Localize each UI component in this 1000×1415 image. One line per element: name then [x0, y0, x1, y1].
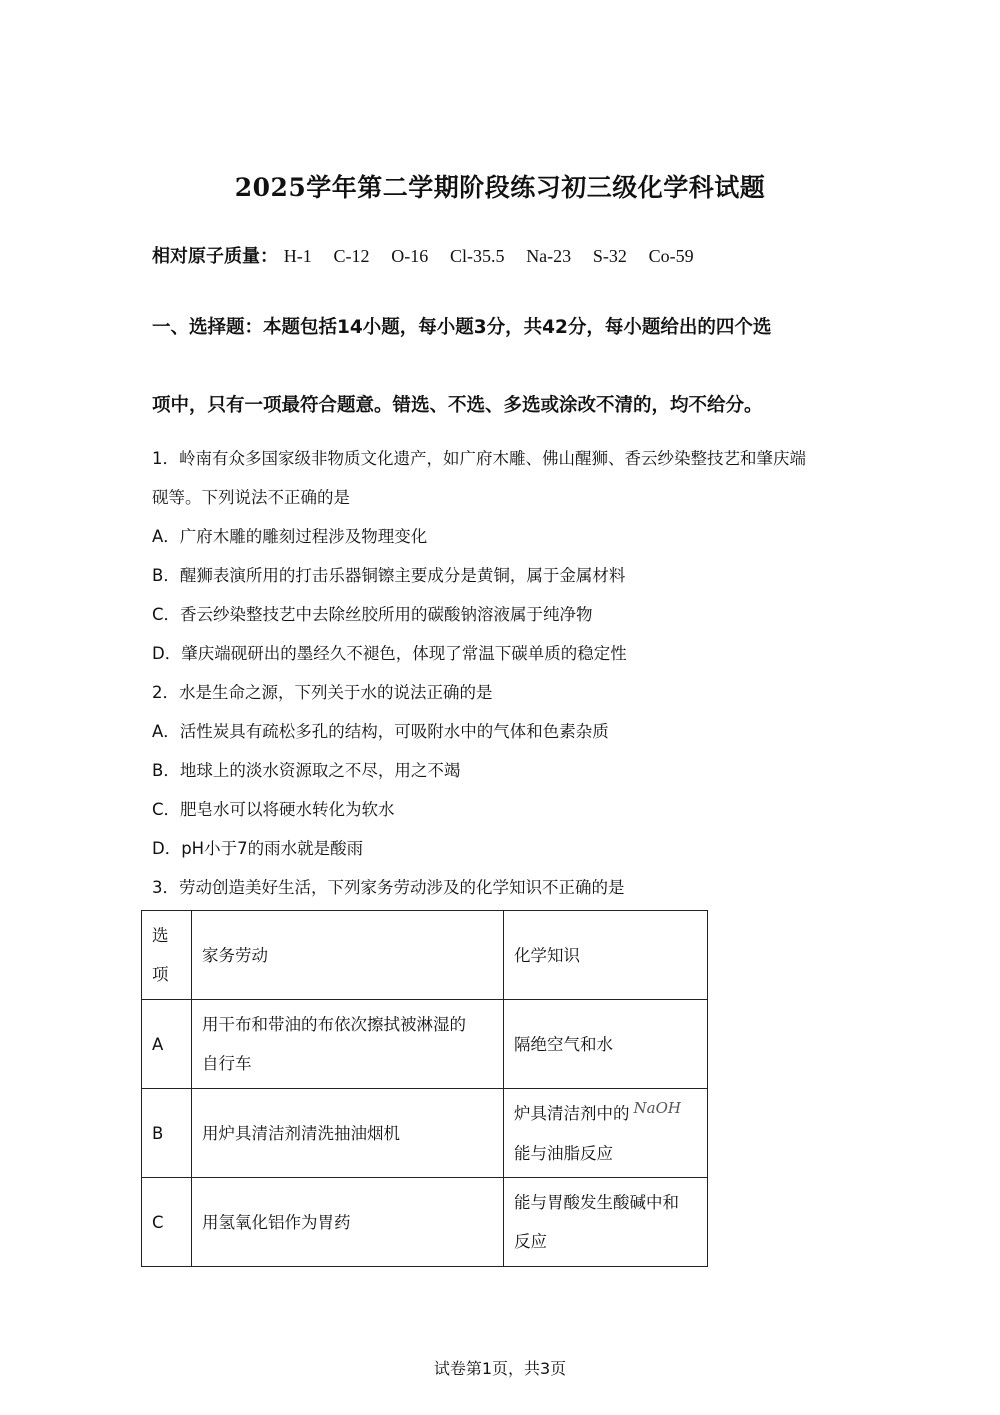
- question-3-table: [141, 910, 708, 1267]
- header-labor-cell: 家务劳动: [192, 911, 504, 1000]
- question-2-option-d: D．pH小于7的雨水就是酸雨: [152, 839, 364, 858]
- question-3-stem: 3．劳动创造美好生活，下列家务劳动涉及的化学知识不正确的是: [152, 878, 625, 897]
- question-1-option-b: B．醒狮表演所用的打击乐器铜镲主要成分是黄铜，属于金属材料: [152, 566, 626, 585]
- atomic-mass-item: C-12: [333, 246, 370, 266]
- atomic-mass-item: S-32: [592, 246, 627, 266]
- option-cell: A: [142, 1000, 192, 1089]
- atomic-mass-item: Cl-35.5: [449, 246, 505, 266]
- knowledge-cell: 炉具清洁剂中的 NaOH 能与油脂反应: [504, 1089, 708, 1178]
- table-row: [142, 1178, 708, 1267]
- header-knowledge-cell: 化学知识: [504, 911, 708, 1000]
- question-2-option-c: C．肥皂水可以将硬水转化为软水: [152, 800, 395, 819]
- exam-title: 2025学年第二学期阶段练习初三级化学科试题: [234, 173, 766, 202]
- section-heading-line2: 项中，只有一项最符合题意。错选、不选、多选或涂改不清的，均不给分。: [152, 395, 763, 416]
- atomic-mass-item: O-16: [391, 246, 429, 266]
- question-2-option-b: B．地球上的淡水资源取之不尽，用之不竭: [152, 761, 461, 780]
- atomic-mass-line: [152, 242, 710, 268]
- question-2-option-a: A．活性炭具有疏松多孔的结构，可吸附水中的气体和色素杂质: [152, 722, 609, 741]
- question-1-stem: 1．岭南有众多国家级非物质文化遗产，如广府木雕、佛山醒狮、香云纱染整技艺和肇庆端: [152, 449, 806, 468]
- atomic-mass-label: 相对原子质量：: [152, 246, 278, 267]
- page-footer: 试卷第1页，共3页: [433, 1359, 567, 1378]
- question-1-option-c: C．香云纱染整技艺中去除丝胶所用的碳酸钠溶液属于纯净物: [152, 605, 593, 624]
- section-heading-line1: 一、选择题：本题包括14小题，每小题3分，共42分，每小题给出的四个选: [152, 317, 772, 338]
- table-header-row: [142, 911, 708, 1000]
- knowledge-cell: 隔绝空气和水: [504, 1000, 708, 1089]
- option-cell: B: [142, 1089, 192, 1178]
- atomic-mass-item: Co-59: [648, 246, 694, 266]
- table-row: [142, 1000, 708, 1089]
- labor-cell: 用干布和带油的布依次擦拭被淋湿的 自行车: [192, 1000, 504, 1089]
- header-option-cell: 选 项: [142, 911, 192, 1000]
- labor-cell: 用氢氧化铝作为胃药: [192, 1178, 504, 1267]
- option-cell: C: [142, 1178, 192, 1267]
- question-2-stem: 2．水是生命之源，下列关于水的说法正确的是: [152, 683, 493, 702]
- question-1-option-d: D．肇庆端砚研出的墨经久不褪色，体现了常温下碳单质的稳定性: [152, 644, 627, 663]
- question-1-option-a: A．广府木雕的雕刻过程涉及物理变化: [152, 527, 428, 546]
- atomic-mass-item: Na-23: [526, 246, 572, 266]
- knowledge-cell: 能与胃酸发生酸碱中和 反应: [504, 1178, 708, 1267]
- naoh-formula: NaOH: [633, 1098, 681, 1117]
- labor-cell: 用炉具清洁剂清洗抽油烟机: [192, 1089, 504, 1178]
- table-row: [142, 1089, 708, 1178]
- question-1-stem-cont: 砚等。下列说法不正确的是: [152, 488, 350, 507]
- atomic-mass-item: H-1: [283, 246, 312, 266]
